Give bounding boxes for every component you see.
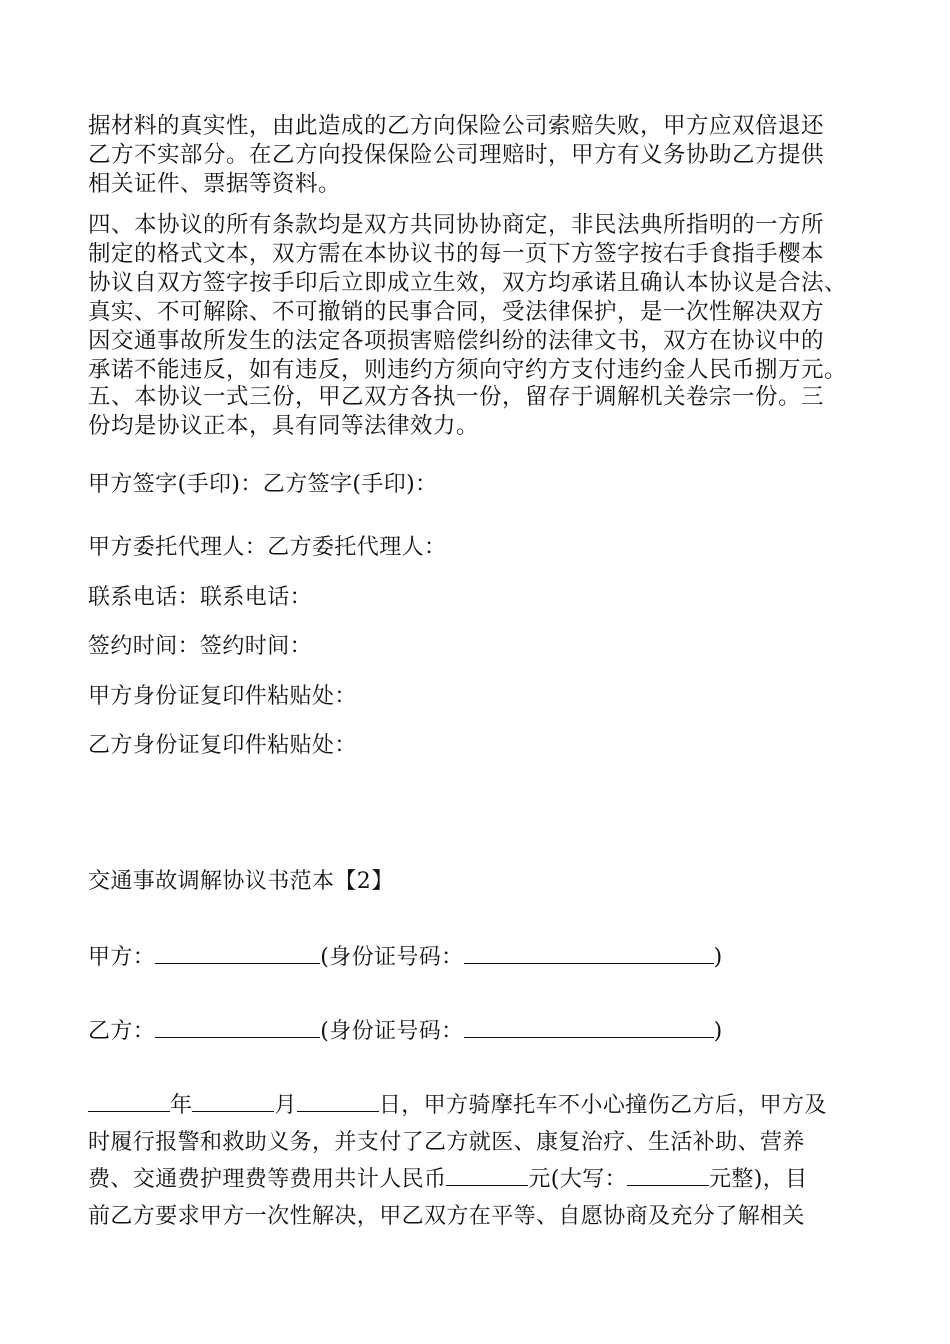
text-line: 承诺不能违反，如有违反，则违约方须向守约方支付违约金人民币捌万元。 xyxy=(88,357,848,383)
party-b-label: 乙方： xyxy=(88,1019,156,1044)
text-line xyxy=(88,1087,878,1124)
text-line: 协议自双方签字按手印后立即成立生效，双方均承诺且确认本协议是合法、 xyxy=(88,270,848,296)
accident-paragraph xyxy=(88,1087,878,1235)
text-line: 真实、不可解除、不可撤销的民事合同，受法律保护，是一次性解决双方 xyxy=(88,299,825,325)
party-b-line xyxy=(88,1015,878,1047)
id-copy-a-line: 甲方身份证复印件粘贴处： xyxy=(88,684,357,709)
day-blank xyxy=(297,1089,379,1112)
text-segment: 元(大写： xyxy=(528,1167,627,1192)
text-line: 乙方不实部分。在乙方向投保保险公司理赔时，甲方有义务协助乙方提供 xyxy=(88,142,825,168)
text-line xyxy=(88,1161,878,1198)
paragraph-3-continued xyxy=(88,112,878,199)
party-b-id-blank xyxy=(464,1015,714,1038)
day-text: 日，甲方骑摩托车不小心撞伤乙方后，甲方及 xyxy=(378,1093,827,1118)
text-line: 时履行报警和救助义务，并支付了乙方就医、康复治疗、生活补助、营养 xyxy=(88,1130,805,1155)
id-label: (身份证号码： xyxy=(320,945,464,970)
year-blank xyxy=(88,1089,170,1112)
text-line: 五、本协议一式三份，甲乙双方各执一份，留存于调解机关卷宗一份。三 xyxy=(88,384,825,410)
party-a-label: 甲方： xyxy=(88,945,156,970)
amount-blank xyxy=(446,1163,528,1186)
paragraph-4 xyxy=(88,211,878,385)
close-paren: ) xyxy=(713,945,723,970)
month-label: 月 xyxy=(274,1093,297,1118)
paragraph-5 xyxy=(88,383,878,441)
year-label: 年 xyxy=(170,1093,193,1118)
signature-line: 甲方签字(手印)：乙方签字(手印)： xyxy=(88,472,438,497)
sign-date-line: 签约时间：签约时间： xyxy=(88,634,313,659)
party-a-line xyxy=(88,941,878,973)
party-a-id-blank xyxy=(464,941,714,964)
id-label: (身份证号码： xyxy=(320,1019,464,1044)
text-line: 据材料的真实性，由此造成的乙方向保险公司索赔失败，甲方应双倍退还 xyxy=(88,113,825,139)
text-line: 因交通事故所发生的法定各项损害赔偿纠纷的法律文书，双方在协议中的 xyxy=(88,328,825,354)
party-b-name-blank xyxy=(155,1015,320,1038)
party-a-name-blank xyxy=(155,941,320,964)
phone-line: 联系电话：联系电话： xyxy=(88,585,313,610)
text-segment: 元整)，目 xyxy=(709,1167,808,1192)
section-title: 交通事故调解协议书范本【2】 xyxy=(88,869,394,894)
text-line: 份均是协议正本，具有同等法律效力。 xyxy=(88,413,480,439)
text-line: 制定的格式文本，双方需在本协议书的每一页下方签字按右手食指手樱本 xyxy=(88,241,825,267)
text-line: 四、本协议的所有条款均是双方共同协协商定，非民法典所指明的一方所 xyxy=(88,212,825,238)
id-copy-b-line: 乙方身份证复印件粘贴处： xyxy=(88,733,357,758)
month-blank xyxy=(192,1089,274,1112)
close-paren: ) xyxy=(713,1019,723,1044)
agent-line: 甲方委托代理人：乙方委托代理人： xyxy=(88,535,447,560)
amount-words-blank xyxy=(627,1163,709,1186)
text-segment: 费、交通费护理费等费用共计人民币 xyxy=(88,1167,447,1192)
text-line: 前乙方要求甲方一次性解决，甲乙双方在平等、自愿协商及充分了解相关 xyxy=(88,1204,805,1229)
text-line: 相关证件、票据等资料。 xyxy=(88,171,342,197)
